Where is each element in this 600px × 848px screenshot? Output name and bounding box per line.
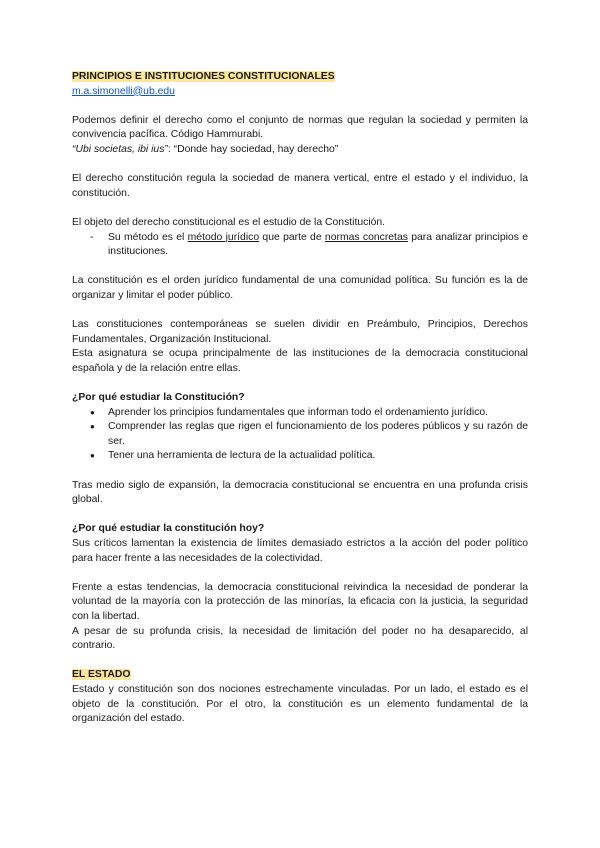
quote-translation: : “Donde hay sociedad, hay derecho”: [167, 143, 339, 155]
heading-estado-line: [72, 668, 528, 683]
email-link[interactable]: m.a.simonelli@ub.edu: [72, 85, 175, 97]
paragraph-definition-text: Podemos definir el derecho como el conjunto de normas que regulan la sociedad y permiten la convivencia pacífica. Código Hammurabi.: [72, 114, 528, 141]
email-line: [72, 85, 528, 100]
heading-why-today: ¿Por qué estudiar la constitución hoy?: [72, 523, 265, 535]
list-item: ● Comprender las reglas que rigen el funcionamiento de los poderes públicos y su razón de ser.: [72, 420, 528, 449]
paragraph-crisis: Tras medio siglo de expansión, la democracia constitucional se encuentra en una profunda crisis global.: [72, 479, 528, 506]
method-list: [72, 231, 528, 260]
method-text-a: Su método es el: [108, 231, 188, 243]
list-item: ● Tener una herramienta de lectura de la actualidad política.: [72, 449, 528, 464]
paragraph-definition: [72, 114, 528, 158]
paragraph-criticos: Sus críticos lamentan la existencia de límites demasiado estrictos a la acción del poder político para hacer frente a las necesidades de la colectividad.: [72, 538, 528, 564]
paragraph-asignatura: Esta asignatura se ocupa principalmente de las instituciones de la democracia constitucional española y de la relación entre ellas.: [72, 348, 528, 374]
paragraph-orden-juridico: La constitución es el orden jurídico fundamental de una comunidad política. Su función es la de organizar y limitar el poder público.: [72, 275, 528, 301]
heading-why-constitution: ¿Por qué estudiar la Constitución?: [72, 392, 245, 404]
latin-quote: “Ubi societas, ibi ius”: [72, 143, 168, 155]
paragraph-limitacion: A pesar de su profunda crisis, la necesidad de limitación del poder no ha desaparecido, al contrario.: [72, 625, 528, 652]
normas-concretas: normas concretas: [324, 231, 408, 243]
paragraph-division: Las constituciones contemporáneas se suelen dividir en Preámbulo, Principios, Derechos Fundamentales, Organización Institucional.: [72, 319, 528, 345]
method-text-c: para analizar principios e instituciones.: [108, 231, 528, 258]
method-juridico: método jurídico: [187, 231, 260, 243]
document-page: [72, 70, 528, 727]
paragraph-estado: Estado y constitución son dos nociones estrechamente vinculadas. Por un lado, el estado es el objeto de la constitución. Por el otro, la constitución es un elemento fundamental de la organización del estado.: [72, 683, 528, 725]
heading-estado: EL ESTADO: [72, 669, 131, 681]
document-title: PRINCIPIOS E INSTITUCIONES CONSTITUCIONALES: [72, 71, 335, 82]
paragraph-objeto: El objeto del derecho constitucional es el estudio de la Constitución.: [72, 216, 386, 228]
list-item: ● Aprender los principios fundamentales que informan todo el ordenamiento jurídico.: [72, 406, 528, 421]
paragraph-vertical: El derecho constitución regula la sociedad de manera vertical, entre el estado y el individuo, la constitución.: [72, 173, 528, 199]
reasons-list: [72, 406, 528, 464]
list-item: [72, 231, 528, 260]
paragraph-ponderar: Frente a estas tendencias, la democracia constitucional reivindica la necesidad de ponderar la voluntad de la mayoría con la protección de las minorías, la eficacia con la justicia, la seguridad con la libertad.: [72, 581, 528, 622]
title-line: [72, 70, 528, 85]
method-text-b: que parte de: [259, 231, 325, 243]
